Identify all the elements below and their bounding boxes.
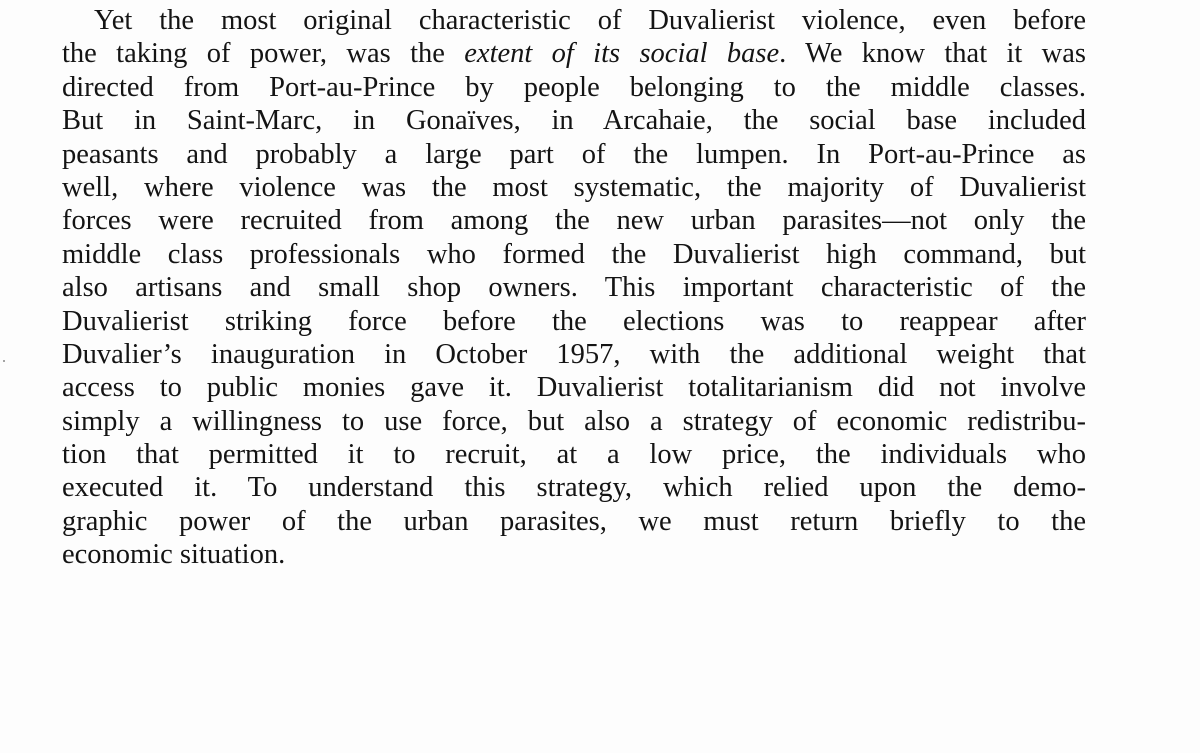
text-line: Duvalierist striking force before the elections was to reappear after [62,305,1086,337]
text-line: simply a willingness to use force, but also a strategy of economic redistribu- [62,405,1086,437]
text-line: access to public monies gave it. Duvalierist totalitarianism did not involve [62,372,1086,404]
text-line: tion that permitted it to recruit, at a low price, the individuals who [62,439,1086,471]
text-line: forces were recruited from among the new urban parasites—not only the [62,205,1086,237]
text-line: directed from Port-au-Prince by people belonging to the middle classes. [62,71,1086,103]
body-paragraph [62,4,1086,572]
text-line: Yet the most original characteristic of Duvalierist violence, even before [94,5,1086,36]
italic-emphasis: extent of its social base [464,38,780,70]
text-line: But in Saint-Marc, in Gonaïves, in Arcahaie, the social base included [62,105,1086,137]
text-line: economic situation. [62,539,286,571]
text-line: the taking of power, was the extent of its social base. We know that it was [62,38,1086,70]
scan-speck [3,360,5,362]
text-line: middle class professionals who formed the Duvalierist high command, but [62,238,1086,270]
text-line: well, where violence was the most systematic, the majority of Duvalierist [62,171,1086,203]
text-line: peasants and probably a large part of the lumpen. In Port-au-Prince as [62,138,1086,170]
text-line: executed it. To understand this strategy, which relied upon the demo- [62,472,1086,504]
text-line: graphic power of the urban parasites, we must return briefly to the [62,505,1086,537]
text-line: also artisans and small shop owners. This important characteristic of the [62,272,1086,304]
text-line: Duvalier’s inauguration in October 1957, with the additional weight that [62,338,1086,370]
